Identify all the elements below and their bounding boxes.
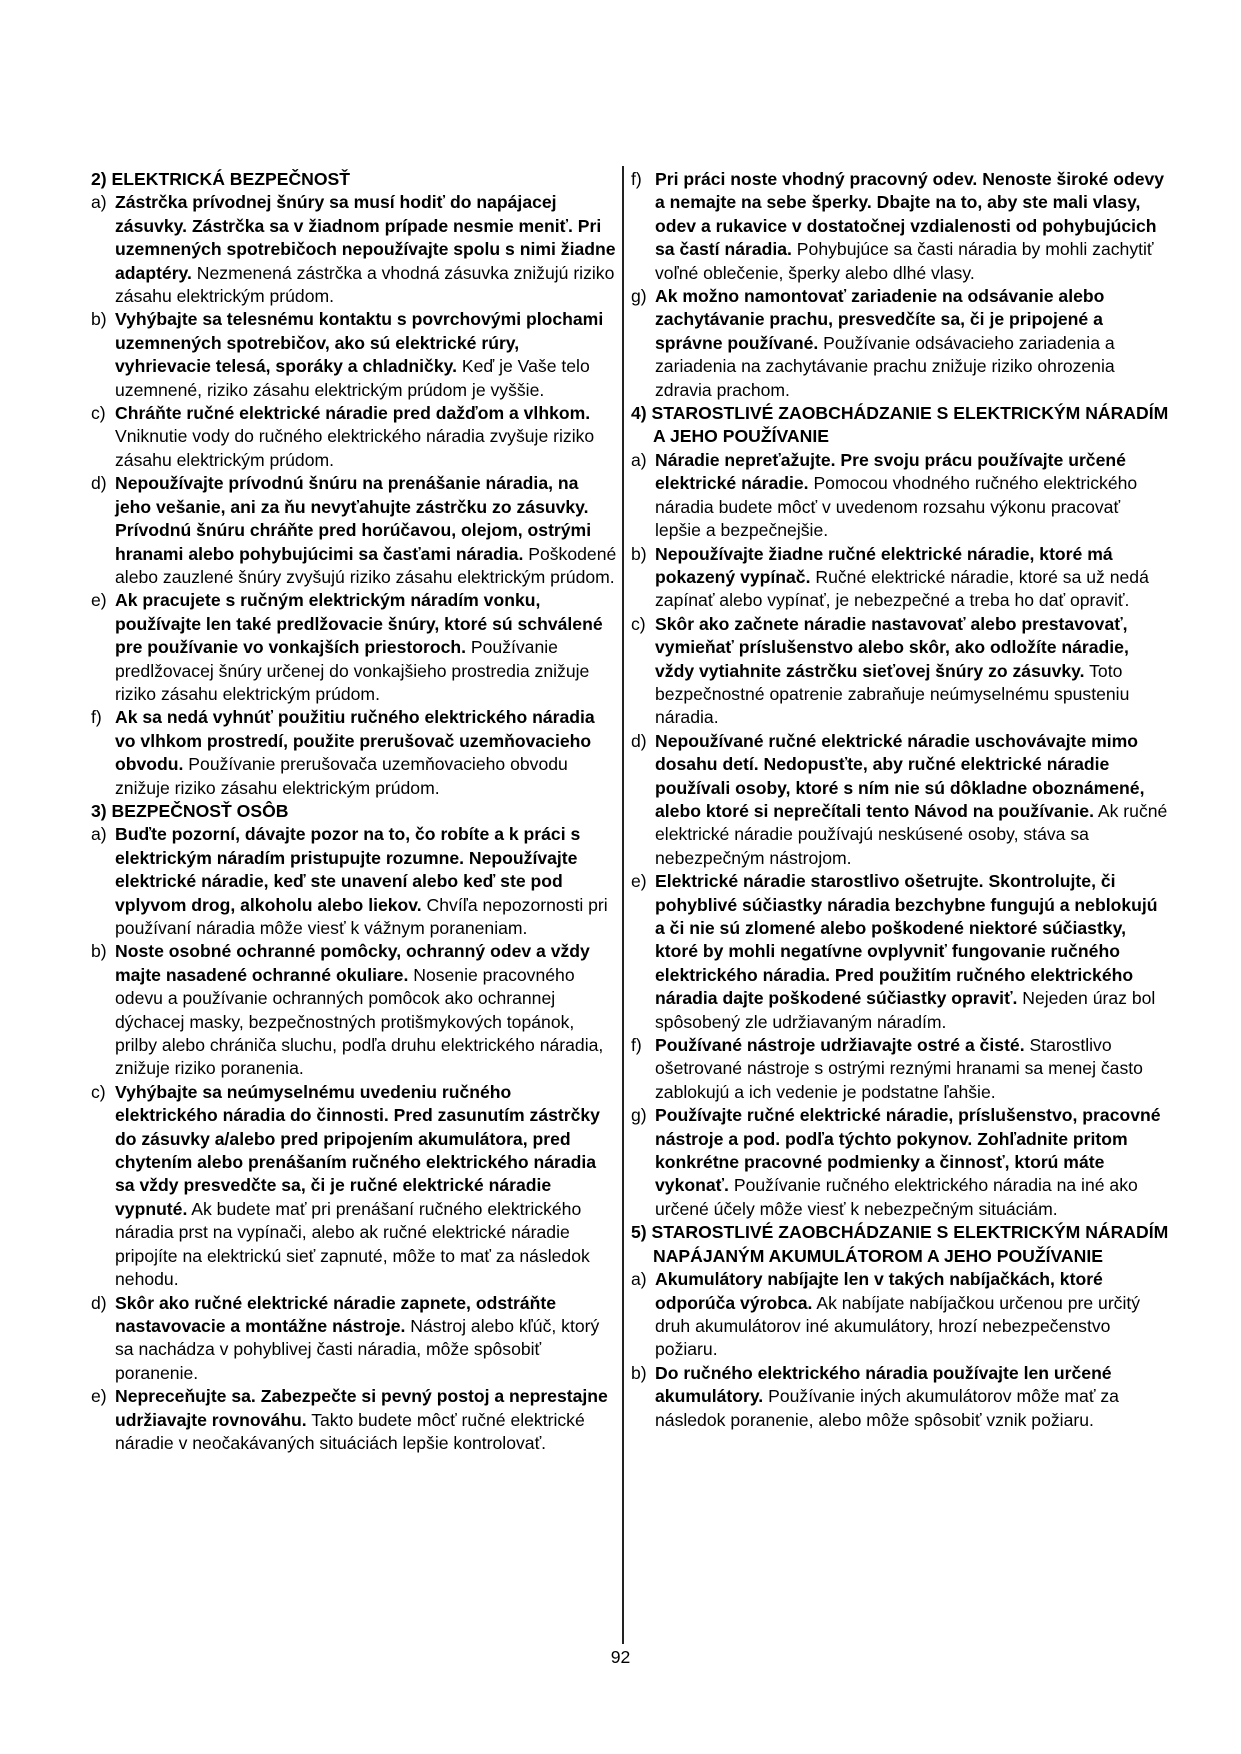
item-bold-text: Do ručného elektrického náradia používajte len určené akumulátory.: [655, 1362, 1112, 1407]
item-text: Používanie predlžovacej šnúry určenej do vonkajšieho prostredia znižuje riziko zásahu elektrickým prúdom.: [115, 637, 590, 704]
list-item: [91, 589, 617, 706]
item-label: d): [91, 473, 107, 494]
item-bold-text: Nepoužívajte prívodnú šnúru na prenášanie náradia, na jeho vešanie, ani za ňu nevyťahujte zástrčku zo zásuvky. Prívodnú šnúru chráňte pred horúčavou, olejom, ostrými hranami alebo pohybujúcimi sa časťami náradia.: [115, 473, 592, 564]
item-bold-text: Buďte pozorní, dávajte pozor na to, čo robíte a k práci s elektrickým náradím pristupujte rozumne. Nepoužívajte elektrické náradie, keď ste unavení alebo keď ste pod vplyvom drog, alkoholu alebo liekov.: [115, 824, 581, 915]
item-text: Ak nabíjate nabíjačkou určenou pre určitý druh akumulátorov iné akumulátory, hrozí nebezpečenstvo požiaru.: [655, 1292, 1141, 1360]
item-label: f): [631, 169, 642, 189]
item-text: Používanie iných akumulátorov môže mať za následok poranenie, alebo môže spôsobiť vznik požiaru.: [655, 1386, 1119, 1430]
item-label: e): [91, 590, 107, 611]
item-bold-text: Náradie nepreťažujte. Pre svoju prácu používajte určené elektrické náradie.: [655, 449, 1126, 494]
item-text: Keď je Vaše telo uzemnené, riziko zásahu elektrickým prúdom je vyššie.: [115, 356, 590, 400]
item-bold-text: Vyhýbajte sa neúmyselnému uvedeniu ručného elektrického náradia do činnosti. Pred zasunutím zástrčky do zásuvky a/alebo pred pripojením akumulátora, pred chytením alebo prenášaním ručného elektrického náradia sa vždy presvedčte sa, či je ručné elektrické náradie vypnuté.: [115, 1081, 600, 1219]
item-text: Pomocou vhodného ručného elektrického náradia budete môcť v uvedenom rozsahu výkonu pracovať lepšie a bezpečnejšie.: [655, 473, 1138, 541]
item-label: e): [631, 871, 647, 892]
item-bold-text: Elektrické náradie starostlivo ošetrujte. Skontrolujte, či pohyblivé súčiastky náradia bezchybne fungujú a neblokujú a či nie sú zlomené alebo poškodené niektoré súčiastky, ktoré by mohli negatívne ovplyvniť fungovanie ručného elektrického náradia. Pred použitím ručného elektrického náradia dajte poškodené súčiastky opraviť.: [655, 871, 1158, 1009]
item-label: g): [631, 286, 647, 307]
list-item: [91, 402, 617, 472]
column-divider: [622, 166, 624, 1644]
list-item: [91, 706, 617, 800]
item-bold-text: Ak sa nedá vyhnúť použitiu ručného elektrického náradia vo vlhkom prostredí, použite prerušovač uzemňovacieho obvodu.: [115, 707, 595, 775]
left-column: [91, 168, 617, 1455]
list-item: [631, 730, 1169, 870]
item-text: Pohybujúce sa časti náradia by mohli zachytiť voľné oblečenie, šperky alebo dlhé vlasy.: [655, 239, 1154, 283]
item-bold-text: Noste osobné ochranné pomôcky, ochranný odev a vždy majte nasadené ochranné okuliare.: [115, 941, 590, 985]
item-text: Používanie odsávacieho zariadenia a zariadenia na zachytávanie prachu znižuje riziko ohrozenia zdravia prachom.: [655, 332, 1115, 400]
item-bold-text: Chráňte ručné elektrické náradie pred dažďom a vlhkom.: [115, 403, 591, 424]
list-item: [91, 1292, 617, 1386]
item-label: a): [631, 1269, 647, 1290]
item-label: g): [631, 1105, 647, 1126]
item-label: c): [91, 1081, 106, 1102]
item-label: c): [91, 403, 106, 424]
item-label: d): [631, 730, 647, 751]
item-text: Používanie ručného elektrického náradia na iné ako určené účely môže viesť k nebezpečným situáciám.: [655, 1175, 1138, 1219]
item-label: f): [91, 707, 102, 728]
item-text: Nosenie pracovného odevu a používanie ochranných pomôcok ako ochrannej dýchacej masky, bezpečnostných protišmykových topánok, prilby alebo chrániča sluchu, podľa druhu elektrického náradia, znižuje riziko poranenia.: [115, 964, 604, 1079]
item-text: Poškodené alebo zauzlené šnúry zvyšujú riziko zásahu elektrickým prúdom.: [115, 543, 617, 587]
section-4-heading: 4) STAROSTLIVÉ ZAOBCHÁDZANIE S ELEKTRICKÝM NÁRADÍM A JEHO POUŽÍVANIE: [631, 403, 1169, 447]
item-label: b): [631, 543, 647, 564]
item-bold-text: Ak možno namontovať zariadenie na odsávanie alebo zachytávanie prachu, presvedčíte sa, či je pripojené a správne používané.: [655, 286, 1105, 353]
item-bold-text: Pri práci noste vhodný pracovný odev. Nenoste široké odevy a nemajte na sebe šperky. Dbajte na to, aby ste mali vlasy, odev a rukavice v dostatočnej vzdialenosti od pohybujúcich sa častí náradia.: [655, 169, 1165, 260]
list-item: [91, 940, 617, 1080]
item-bold-text: Skôr ako ručné elektrické náradie zapnete, odstráňte nastavovacie a montážne nástroje.: [115, 1292, 556, 1336]
item-bold-text: Nepoužívané ručné elektrické náradie uschovávajte mimo dosahu detí. Nedopusťte, aby ručné elektrické náradie používali osoby, ktoré s ním nie sú dôkladne oboznámené, alebo ktoré si neprečítali tento Návod na používanie.: [655, 730, 1145, 821]
item-text: Ručné elektrické náradie, ktoré sa už nedá zapínať alebo vypínať, je nebezpečné a treba ho dať opraviť.: [655, 566, 1149, 611]
item-text: Takto budete môcť ručné elektrické náradie v neočakávaných situáciách lepšie kontrolovať.: [115, 1409, 585, 1453]
page-number: 92: [610, 1647, 631, 1667]
item-bold-text: Používajte ručné elektrické náradie, príslušenstvo, pracovné nástroje a pod. podľa týchto pokynov. Zohľadnite pritom konkrétne pracovné podmienky a činnosť, ktorú máte vykonať.: [655, 1105, 1161, 1196]
item-label: b): [631, 1362, 647, 1383]
list-item: [631, 1362, 1169, 1432]
item-bold-text: Vyhýbajte sa telesnému kontaktu s povrchovými plochami uzemnených spotrebičov, ako sú elektrické rúry, vyhrievacie telesá, sporáky a chladničky.: [115, 309, 604, 377]
item-label: b): [91, 941, 107, 962]
item-bold-text: Neprecеňujte sa. Zabezpečte si pevný postoj a neprestajne udržiavajte rovnováhu.: [115, 1386, 608, 1430]
list-item: [91, 1385, 617, 1455]
item-bold-text: Používané nástroje udržiavajte ostré a čisté.: [655, 1035, 1025, 1056]
list-item: [631, 1104, 1169, 1221]
section-5-heading: 5) STAROSTLIVÉ ZAOBCHÁDZANIE S ELEKTRICKÝM NÁRADÍM NAPÁJANÝM AKUMULÁTOROM A JEHO POUŽÍVANIE: [631, 1222, 1169, 1266]
item-text: Nezmenená zástrčka a vhodná zásuvka znižujú riziko zásahu elektrickým prúdom.: [115, 262, 615, 307]
item-text: Nejeden úraz bol spôsobený zle udržiavaným náradím.: [655, 988, 1156, 1032]
item-bold-text: Nepoužívajte žiadne ručné elektrické náradie, ktoré má pokazený vypínač.: [655, 543, 1113, 587]
item-text: Používanie prerušovača uzemňovacieho obvodu znižuje riziko zásahu elektrickým prúdom.: [115, 754, 568, 798]
item-label: c): [631, 613, 646, 634]
item-bold-text: Ak pracujete s ručným elektrickým náradím vonku, používajte len také predlžovacie šnúry, ktoré sú schválené pre používanie vo vonkajších priestoroch.: [115, 590, 603, 658]
list-item: [631, 168, 1169, 285]
list-item: [631, 449, 1169, 543]
list-item: [91, 472, 617, 589]
item-bold-text: Zástrčka prívodnej šnúry sa musí hodiť do napájacej zásuvky. Zástrčka sa v žiadnom prípade nesmie meniť. Pri uzemnených spotrebičoch nepoužívajte spolu s nimi žiadne adaptéry.: [115, 192, 616, 283]
right-column: [631, 168, 1169, 1432]
item-label: a): [91, 824, 107, 845]
item-label: d): [91, 1292, 107, 1313]
list-item: [631, 1268, 1169, 1362]
list-item: [91, 823, 617, 940]
item-label: e): [91, 1386, 107, 1407]
list-item: [91, 1081, 617, 1292]
item-label: f): [631, 1035, 642, 1056]
item-label: a): [91, 192, 107, 213]
list-item: [91, 191, 617, 308]
list-item: [91, 308, 617, 402]
list-item: [631, 613, 1169, 730]
item-text: Toto bezpečnostné opatrenie zabraňuje neúmyselnému spusteniu náradia.: [655, 660, 1130, 728]
item-label: b): [91, 309, 107, 330]
list-item: [631, 1034, 1169, 1104]
item-bold-text: Akumulátory nabíjajte len v takých nabíjačkách, ktoré odporúča výrobca.: [655, 1269, 1103, 1313]
item-text: Chvíľa nepozornosti pri používaní náradia môže viesť k vážnym poraneniam.: [115, 894, 608, 938]
list-item: [631, 870, 1169, 1034]
section-3-heading: 3) BEZPEČNOSŤ OSÔB: [91, 800, 289, 821]
item-text: Ak budete mať pri prenášaní ručného elektrického náradia prst na vypínači, alebo ak ručné elektrické náradie pripojíte na elektrickú sieť zapnuté, môže to mať za následok nehodu.: [115, 1198, 590, 1290]
item-text: Starostlivo ošetrované nástroje s ostrými reznými hranami sa menej často zablokujú a ich vedenie je podstatne ľahšie.: [655, 1035, 1143, 1102]
item-label: a): [631, 449, 647, 470]
list-item: [631, 285, 1169, 402]
item-text: Nástroj alebo kľúč, ktorý sa nachádza v pohyblivej časti náradia, môže spôsobiť poranenie.: [115, 1315, 600, 1383]
list-item: [631, 543, 1169, 613]
section-2-heading: 2) ELEKTRICKÁ BEZPEČNOSŤ: [91, 169, 351, 189]
item-text: Vniknutie vody do ručného elektrického náradia zvyšuje riziko zásahu elektrickým prúdom.: [115, 426, 595, 470]
item-bold-text: Skôr ako začnete náradie nastavovať alebo prestavovať, vymieňať príslušenstvo alebo skôr, ako odložíte náradie, vždy vytiahnite zástrčku sieťovej šnúry zo zásuvky.: [655, 613, 1129, 681]
item-text: Ak ručné elektrické náradie používajú neskúsené osoby, stáva sa nebezpečným nástrojom.: [655, 800, 1168, 868]
